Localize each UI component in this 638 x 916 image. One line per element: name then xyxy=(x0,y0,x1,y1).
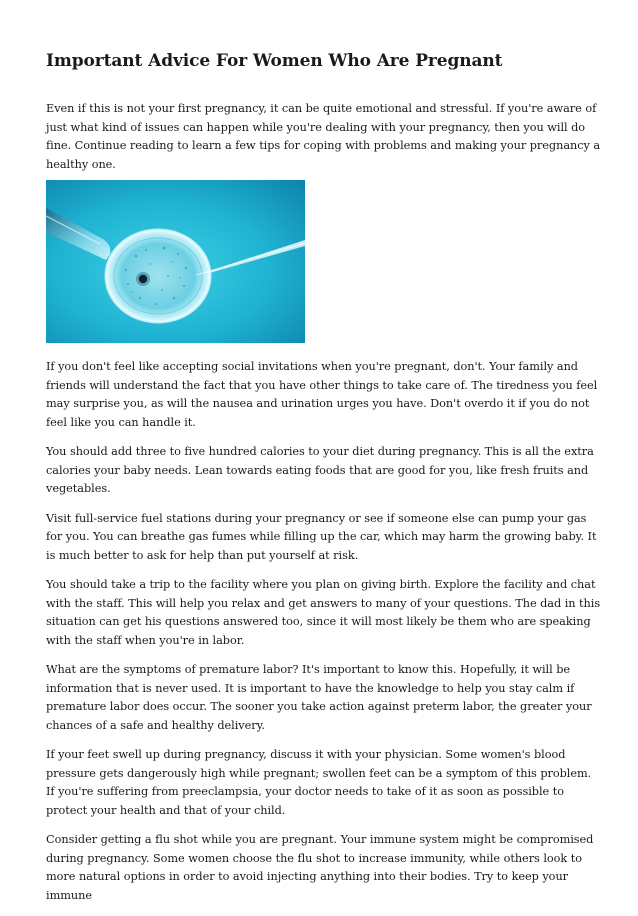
intro-paragraph: Even if this is not your first pregnancy, it can be quite emotional and stressful. If you're aware of just what kind of issues can happen while you're dealing with your pregnancy, then you will do fine. Continue reading to learn a few tips for coping with problems and making your pregnancy a healthy one. xyxy=(46,102,601,171)
cell-injection-image xyxy=(46,180,305,343)
paragraph: You should take a trip to the facility where you plan on giving birth. Explore the facility and chat with the staff. This will help you relax and get answers to many of your questions. The dad in this situation can get his questions answered too, since it will most likely be them who are speaking with the staff when you're in labor. xyxy=(46,578,601,647)
paragraph: Consider getting a flu shot while you are pregnant. Your immune system might be compromised during pregnancy. Some women choose the flu shot to increase immunity, while others look to more natural options in order to avoid injecting anything into their bodies. Try to keep your immune xyxy=(46,833,594,902)
paragraph: Visit full-service fuel stations during your pregnancy or see if someone else can pump your gas for you. You can breathe gas fumes while filling up the car, which may harm the growing baby. It is much better to ask for help than put yourself at risk. xyxy=(46,511,597,562)
paragraph: You should add three to five hundred calories to your diet during pregnancy. This is all the extra calories your baby needs. Lean towards eating foods that are good for you, like fresh fruits and vegetables. xyxy=(46,445,594,495)
article-body xyxy=(46,358,601,916)
paragraph: If you don't feel like accepting social invitations when you're pregnant, don't. Your family and friends will understand the fact that you have other things to take care of. The tiredness you feel may surprise you, as will the nausea and urination urges you have. Don't overdo it if you do not feel like you can handle it. xyxy=(46,360,598,429)
paragraph: If your feet swell up during pregnancy, discuss it with your physician. Some women's blood pressure gets dangerously high while pregnant; swollen feet can be a symptom of this problem. If you're suffering from preeclampsia, your doctor needs to take of it as soon as possible to protect your health and that of your child. xyxy=(46,748,592,817)
microscope-cell-icon xyxy=(46,180,305,343)
paragraph: What are the symptoms of premature labor? It's important to know this. Hopefully, it will be information that is never used. It is important to have the knowledge to help you stay calm if premature labor does occur. The sooner you take action against preterm labor, the greater your chances of a safe and healthy delivery. xyxy=(46,663,592,732)
page-title: Important Advice For Women Who Are Pregnant xyxy=(46,51,503,71)
